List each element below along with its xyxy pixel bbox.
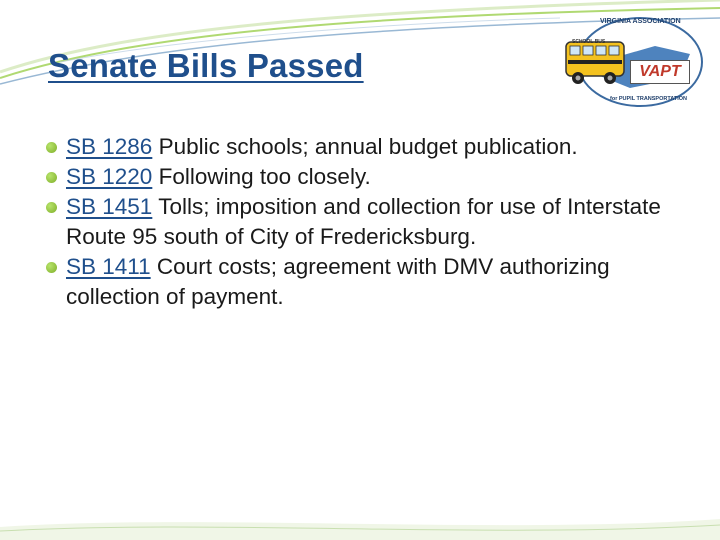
logo-top-text: VIRGINIA ASSOCIATION <box>600 18 681 25</box>
bill-number-link[interactable]: SB 1220 <box>66 164 153 189</box>
bill-list <box>46 132 706 312</box>
logo-bus-text: SCHOOL BUS <box>572 39 606 45</box>
bill-number-link[interactable]: SB 1451 <box>66 194 153 219</box>
bill-number-link[interactable]: SB 1411 <box>66 254 151 279</box>
bottom-wave-decoration <box>0 505 720 540</box>
bullet-icon <box>46 172 57 183</box>
bill-description: Court costs; agreement with DMV authorizing collection of payment. <box>66 254 610 309</box>
list-item <box>46 132 706 162</box>
bullet-icon <box>46 262 57 273</box>
bill-description: Tolls; imposition and collection for use of Interstate Route 95 south of City of Fredericksburg. <box>66 194 661 249</box>
vapt-logo <box>560 16 704 108</box>
logo-mark: VAPT <box>630 60 690 84</box>
bill-description: Following too closely. <box>158 164 371 189</box>
list-item <box>46 162 706 192</box>
list-item <box>46 252 706 312</box>
bullet-icon <box>46 142 57 153</box>
logo-bottom-text: for PUPIL TRANSPORTATION <box>610 96 687 102</box>
bullet-icon <box>46 202 57 213</box>
bill-description: Public schools; annual budget publication. <box>158 134 578 159</box>
list-item <box>46 192 706 252</box>
bill-number-link[interactable]: SB 1286 <box>66 134 153 159</box>
slide-title: Senate Bills Passed <box>48 47 364 84</box>
